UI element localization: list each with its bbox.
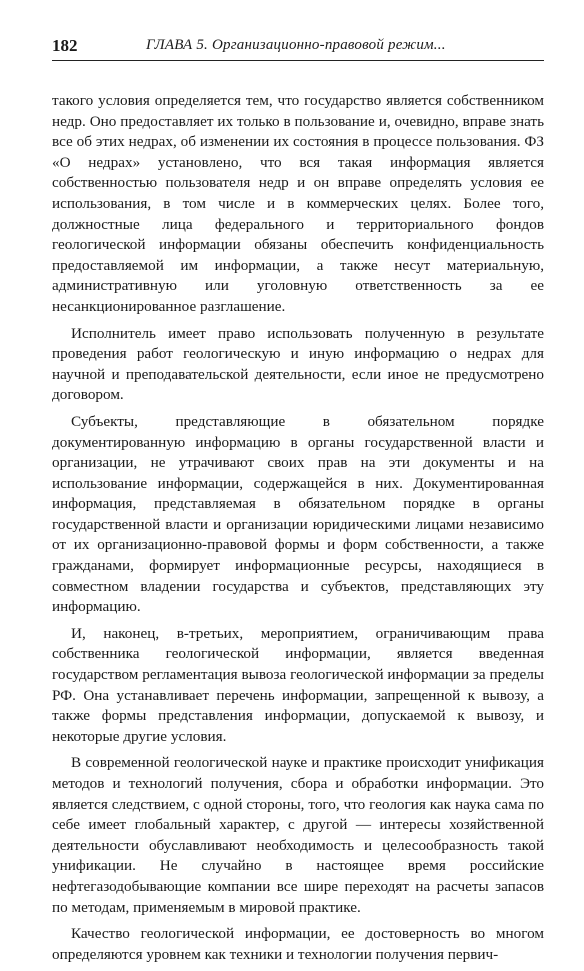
page-number: 182: [52, 36, 78, 55]
paragraph: Исполнитель имеет право использовать полученную в результате проведения работ геологическую и иную информацию о недрах для научной и преподавательской деятельности, если иное не предусмотрено договором.: [52, 324, 544, 404]
book-page: [52, 34, 544, 971]
paragraph: Субъекты, представляющие в обязательном порядке документированную информацию в органы государственной власти и организации, не утрачивают своих прав на эти документы и на использование информации, содержащейся в них. Документированная информация, представляемая в обязательном порядке в органы государственной власти и организации юридическими лицами независимо от их организационно-правовой формы и форм собственности, а также гражданами, формирует информационные ресурсы, находящиеся в совместном владении государства и субъектов, представляющих эту информацию.: [52, 412, 544, 616]
page-header: [52, 34, 544, 61]
running-head: ГЛАВА 5. Организационно-правовой режим...: [146, 37, 446, 53]
paragraph: И, наконец, в-третьих, мероприятием, ограничивающим права собственника геологической информации, является введенная государством регламентация вывоза геологической информации за пределы РФ. Она устанавливает перечень информации, запрещенной к вывозу, а также формы представления информации, допускаемой к вывозу, и некоторые другие условия.: [52, 624, 544, 745]
paragraph: В современной геологической науке и практике происходит унификация методов и технологий получения, сбора и обработки информации. Это является следствием, с одной стороны, того, что геология как наука сама по себе имеет глобальный характер, с другой — интересы хозяйственной деятельности обуславливают необходимость и целесообразность такой унификации. Не случайно в настоящее время российские нефтегазодобывающие компании все шире переходят на расчеты запасов по методам, применяемым в мировой практике.: [52, 754, 544, 916]
page-body: [52, 91, 544, 965]
paragraph-continued: такого условия определяется тем, что государство является собственником недр. Оно предоставляет их только в пользование и, очевидно, вправе знать все об этих недрах, об изменении их состояния в процессе пользования. ФЗ «О недрах» установлено, что вся такая информация является собственностью пользователя недр и он вправе определять условия ее использования, в том числе и в коммерческих целях. Более того, должностные лица федерального и территориального фондов геологической информации обязаны обеспечить конфиденциальность предоставляемой им информации, а также несут материальную, административную или уголовную ответственность за ее несанкционированное разглашение.: [52, 92, 544, 315]
paragraph: Качество геологической информации, ее достоверность во многом определяются уровнем как техники и технологии получения первич-: [52, 925, 544, 963]
